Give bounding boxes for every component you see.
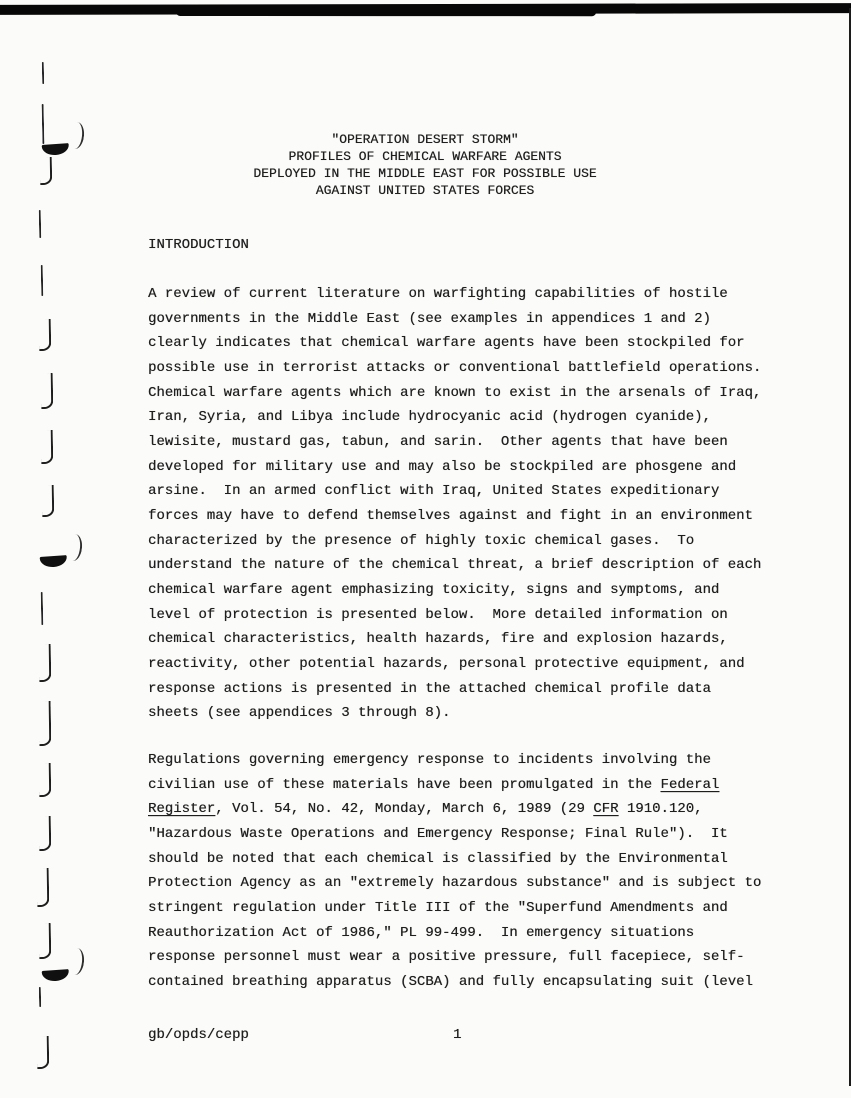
- binding-mark: [39, 210, 42, 238]
- text-line: "Hazardous Waste Operations and Emergency Response; Final Rule"). It: [148, 825, 728, 842]
- binding-loop-mark: [40, 555, 68, 568]
- text-line: contained breathing apparatus (SCBA) and fully encapsulating suit (level: [148, 973, 753, 990]
- paragraph-regulations: [148, 748, 761, 995]
- scan-edge-top-bar: [0, 3, 851, 15]
- underlined-text: CFR: [593, 801, 619, 818]
- text-line: Chemical warfare agents which are known to exist in the arsenals of Iraq,: [148, 384, 762, 401]
- text-line: stringent regulation under Title III of the "Superfund Amendments and: [148, 899, 728, 916]
- text-line: clearly indicates that chemical warfare agents have been stockpiled for: [148, 335, 745, 352]
- text-segment: 1910.120,: [618, 801, 703, 818]
- binding-loop-arc-mark: [67, 121, 86, 150]
- paragraph-introduction: [148, 282, 761, 726]
- text-line: sheets (see appendices 3 through 8).: [148, 705, 451, 722]
- binding-mark: [39, 701, 52, 746]
- text-line: Regulations governing emergency response to incidents involving the: [148, 752, 711, 768]
- binding-mark: [42, 104, 45, 144]
- binding-loop-arc-mark: [67, 947, 86, 976]
- binding-mark: [41, 592, 44, 625]
- footer-doc-code: gb/opds/cepp: [148, 1027, 249, 1043]
- text-line: understand the nature of the chemical threat, a brief description of each: [148, 557, 762, 574]
- binding-mark: [39, 987, 41, 1007]
- text-line: Protection Agency as an "extremely hazardous substance" and is subject to: [148, 875, 762, 892]
- text-line: Iran, Syria, and Libya include hydrocyanic acid (hydrogen cyanide),: [148, 409, 711, 426]
- binding-mark: [42, 62, 44, 84]
- text-line: Reauthorization Act of 1986," PL 99-499. In emergency situations: [148, 924, 695, 941]
- text-line: level of protection is presented below. More detailed information on: [148, 606, 728, 623]
- binding-mark: [39, 319, 51, 351]
- section-heading: INTRODUCTION: [148, 237, 249, 253]
- text-line: response personnel must wear a positive pressure, full facepiece, self-: [148, 949, 745, 966]
- text-line: AGAINST UNITED STATES FORCES: [315, 183, 535, 198]
- binding-mark: [41, 265, 44, 296]
- binding-mark: [39, 923, 52, 959]
- page-number: 1: [453, 1027, 462, 1043]
- text-line: [148, 773, 761, 798]
- text-line: arsine. In an armed conflict with Iraq, United States expeditionary: [148, 483, 720, 500]
- text-line: response actions is presented in the attached chemical profile data: [148, 680, 711, 697]
- text-line: PROFILES OF CHEMICAL WARFARE AGENTS: [288, 149, 562, 164]
- text-line: chemical characteristics, health hazards, fire and explosion hazards,: [148, 631, 728, 648]
- underlined-text: Register: [148, 801, 216, 818]
- document-title: [115, 131, 735, 199]
- text-line: chemical warfare agent emphasizing toxicity, signs and symptoms, and: [148, 581, 720, 598]
- text-segment: civilian use of these materials have been promulgated in the: [148, 776, 661, 793]
- text-line: [148, 797, 761, 822]
- text-line: reactivity, other potential hazards, personal protective equipment, and: [148, 655, 745, 672]
- binding-mark: [39, 816, 51, 851]
- binding-loop-arc-mark: [65, 533, 84, 562]
- binding-mark: [41, 430, 53, 464]
- binding-loop-mark: [42, 143, 70, 156]
- text-line: developed for military use and may also be stockpiled are phosgene and: [148, 458, 737, 475]
- binding-mark: [39, 644, 52, 682]
- text-line: should be noted that each chemical is classified by the Environmental: [148, 850, 728, 867]
- text-line: DEPLOYED IN THE MIDDLE EAST FOR POSSIBLE USE: [253, 166, 597, 181]
- text-line: A review of current literature on warfighting capabilities of hostile: [148, 286, 728, 302]
- binding-mark: [42, 485, 54, 517]
- underlined-text: Federal: [660, 776, 720, 793]
- text-line: governments in the Middle East (see examples in appendices 1 and 2): [148, 310, 711, 327]
- text-line: lewisite, mustard gas, tabun, and sarin. Other agents that have been: [148, 433, 728, 450]
- text-line: possible use in terrorist attacks or conventional battlefield operations.: [148, 359, 762, 376]
- binding-mark: [40, 157, 52, 185]
- binding-mark: [37, 1036, 49, 1069]
- page-footer: [148, 1023, 628, 1047]
- binding-loop-mark: [42, 969, 70, 982]
- text-line: forces may have to defend themselves against and fight in an environment: [148, 507, 753, 524]
- text-line: characterized by the presence of highly toxic chemical gases. To: [148, 532, 695, 549]
- text-line: "OPERATION DESERT STORM": [331, 132, 519, 147]
- binding-mark: [37, 868, 50, 907]
- binding-mark: [41, 373, 54, 409]
- text-segment: , Vol. 54, No. 42, Monday, March 6, 1989 (29: [215, 801, 594, 818]
- binding-mark: [39, 763, 51, 797]
